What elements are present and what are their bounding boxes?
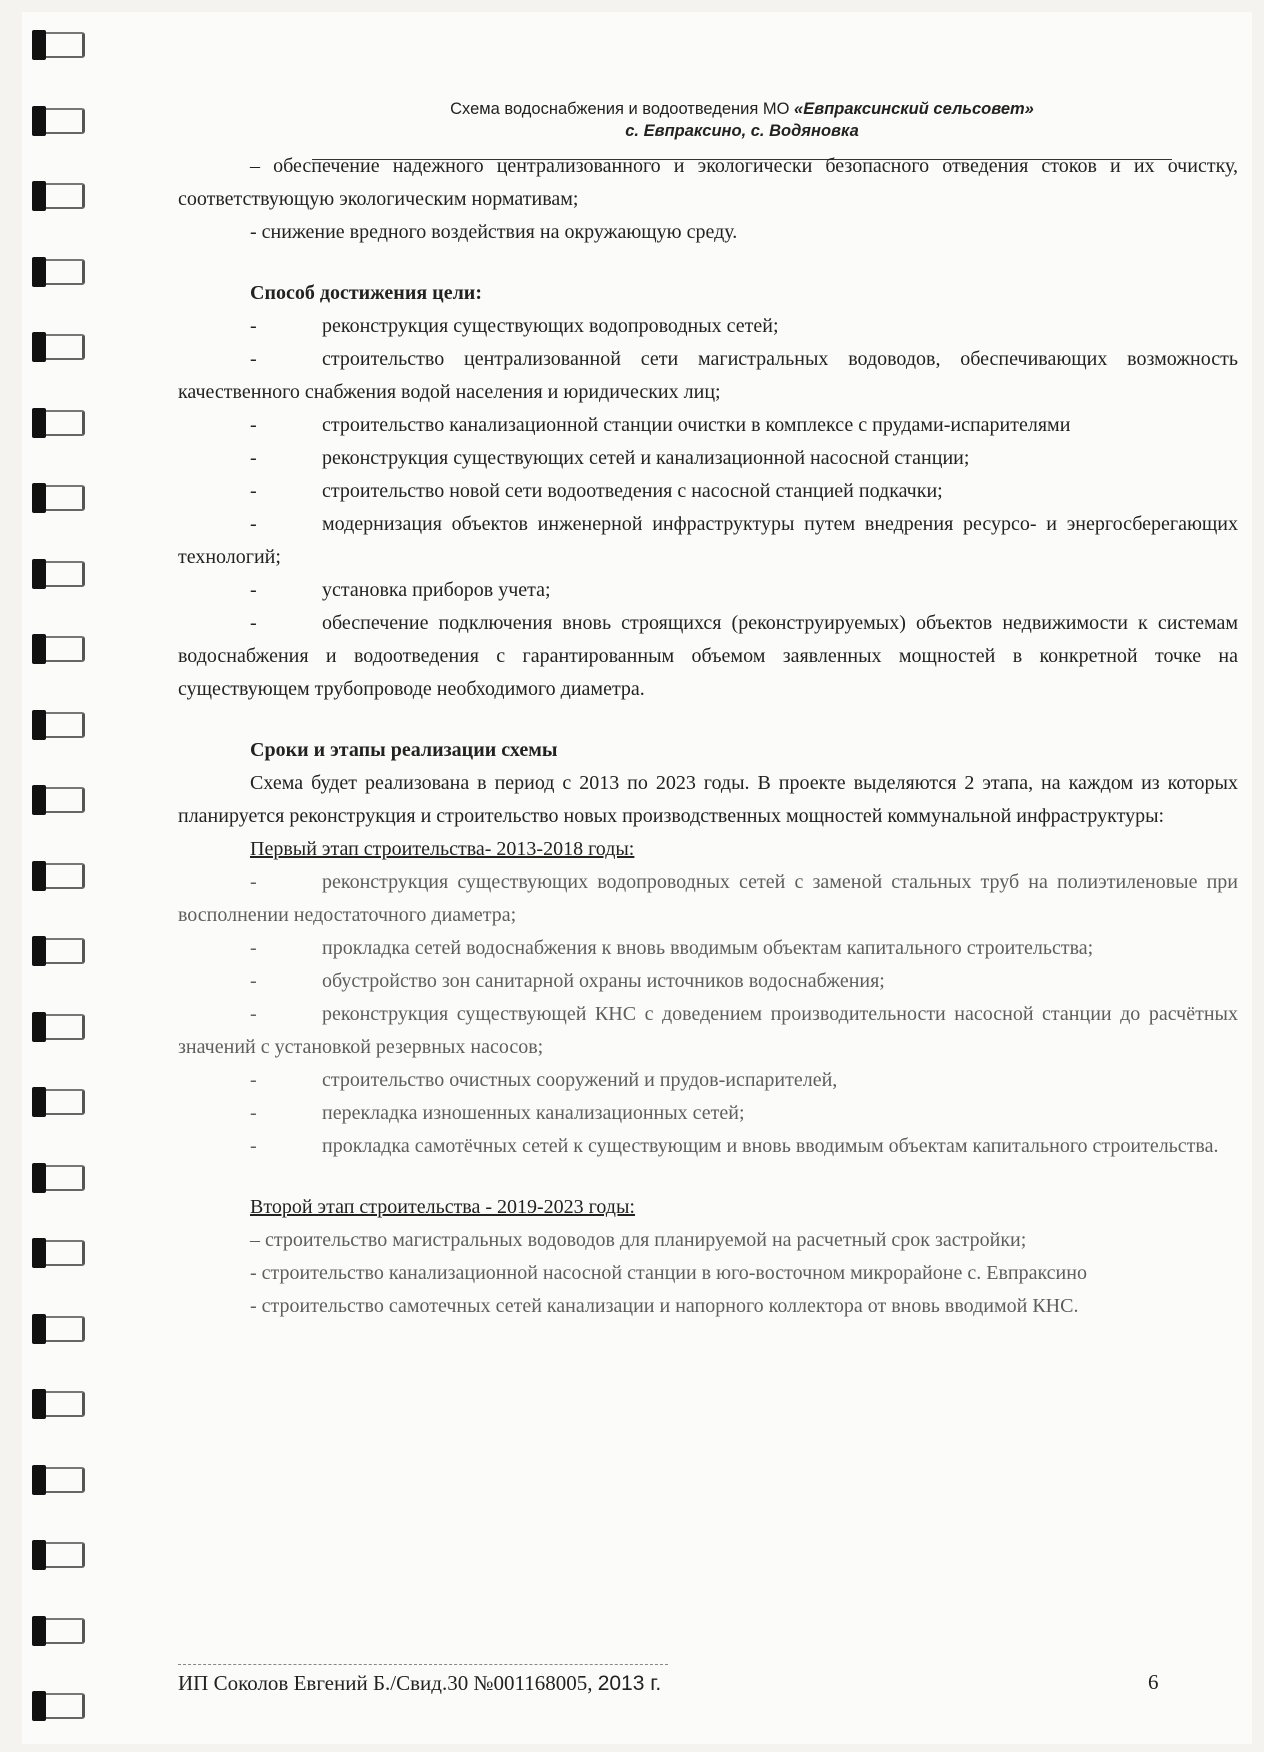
stage1-item-text: обустройство зон санитарной охраны источников водоснабжения; bbox=[322, 970, 885, 992]
main-text bbox=[178, 150, 1238, 1323]
intro-paragraph: – обеспечение надежного централизованного и экологически безопасного отведения стоков и их очистку, соответствующую экологическим нормативам; bbox=[178, 155, 1238, 210]
page-number: 6 bbox=[1148, 1670, 1159, 1694]
binding-ring bbox=[32, 181, 90, 211]
binding-ring bbox=[32, 861, 90, 891]
stage1-item bbox=[178, 1097, 1238, 1130]
binding-ring bbox=[32, 1238, 90, 1268]
binding-ring bbox=[32, 106, 90, 136]
footer-text: ИП Соколов Евгений Б./Свид.30 №001168005, 2013 г. bbox=[178, 1671, 662, 1695]
stage2-list bbox=[178, 1224, 1238, 1323]
stage1-item bbox=[178, 932, 1238, 965]
stage2-title: Второй этап строительства - 2019-2023 годы: bbox=[250, 1196, 635, 1218]
stage1-item bbox=[178, 998, 1238, 1064]
binding-ring bbox=[32, 936, 90, 966]
page-header bbox=[312, 98, 1172, 142]
bullet-dash: - bbox=[250, 414, 257, 436]
bullet-dash: - bbox=[250, 513, 257, 535]
method-list bbox=[178, 310, 1238, 706]
bullet-dash: - bbox=[250, 447, 257, 469]
header-line-2: с. Евпраксино, с. Водяновка bbox=[625, 122, 859, 140]
stage1-item-text: реконструкция существующей КНС с доведением производительности насосной станции до расчётных значений с установкой резервных насосов; bbox=[178, 1003, 1238, 1058]
bullet-dash: - bbox=[250, 348, 257, 370]
stage1-item bbox=[178, 1064, 1238, 1097]
stage1-item bbox=[178, 866, 1238, 932]
binding-ring bbox=[32, 408, 90, 438]
method-item-text: модернизация объектов инженерной инфраструктуры путем внедрения ресурсо- и энергосберегающих технологий; bbox=[178, 513, 1238, 568]
method-item bbox=[178, 574, 1238, 607]
binding-ring bbox=[32, 1163, 90, 1193]
method-item-text: строительство новой сети водоотведения с насосной станцией подкачки; bbox=[322, 480, 943, 502]
binding-ring bbox=[32, 30, 90, 60]
bullet-dash: - bbox=[250, 937, 257, 959]
method-item-text: реконструкция существующих водопроводных сетей; bbox=[322, 315, 779, 337]
stage1-item bbox=[178, 965, 1238, 998]
stage2-item: – строительство магистральных водоводов для планируемой на расчетный срок застройки; bbox=[250, 1229, 1027, 1251]
bullet-dash: - bbox=[250, 1135, 257, 1157]
binding-ring bbox=[32, 1012, 90, 1042]
stage1-item-text: прокладка самотёчных сетей к существующим и вновь вводимым объектам капитального строительства. bbox=[322, 1135, 1219, 1157]
stage2-item: - строительство канализационной насосной станции в юго-восточном микрорайоне с. Евпраксино bbox=[250, 1262, 1087, 1284]
header-line-1: Схема водоснабжения и водоотведения МО «Евпраксинский сельсовет» bbox=[450, 100, 1034, 118]
method-item-text: установка приборов учета; bbox=[322, 579, 551, 601]
bullet-dash: - bbox=[250, 480, 257, 502]
bullet-dash: - bbox=[250, 970, 257, 992]
method-item-text: реконструкция существующих сетей и канализационной насосной станции; bbox=[322, 447, 970, 469]
stage2-item: - строительство самотечных сетей канализации и напорного коллектора от вновь вводимой КНС. bbox=[250, 1295, 1079, 1317]
binding-ring bbox=[32, 710, 90, 740]
method-item bbox=[178, 310, 1238, 343]
stage1-item-text: прокладка сетей водоснабжения к вновь вводимым объектам капитального строительства; bbox=[322, 937, 1094, 959]
method-item-text: строительство канализационной станции очистки в комплексе с прудами-испарителями bbox=[322, 414, 1071, 436]
bullet-dash: - bbox=[250, 612, 257, 634]
binding-ring bbox=[32, 785, 90, 815]
method-item-text: строительство централизованной сети магистральных водоводов, обеспечивающих возможность качественного снабжения водой населения и юридических лиц; bbox=[178, 348, 1238, 403]
stage1-item-text: строительство очистных сооружений и прудов-испарителей, bbox=[322, 1069, 838, 1091]
method-item-text: обеспечение подключения вновь строящихся (реконструируемых) объектов недвижимости к системам водоснабжения и водоотведения с гарантированным объемом заявленных мощностей в конкретной точке на существующем трубопроводе необходимого диаметра. bbox=[178, 612, 1238, 700]
method-heading: Способ достижения цели: bbox=[250, 282, 482, 304]
timeline-heading: Сроки и этапы реализации схемы bbox=[250, 739, 558, 761]
stage1-title: Первый этап строительства- 2013-2018 годы: bbox=[250, 838, 635, 860]
bullet-dash: - bbox=[250, 315, 257, 337]
spiral-binding bbox=[22, 30, 112, 1750]
stage1-item-text: перекладка изношенных канализационных сетей; bbox=[322, 1102, 745, 1124]
binding-ring bbox=[32, 1314, 90, 1344]
stage1-item bbox=[178, 1130, 1238, 1163]
method-item bbox=[178, 508, 1238, 574]
binding-ring bbox=[32, 1389, 90, 1419]
bullet-dash: - bbox=[250, 1069, 257, 1091]
stage1-list bbox=[178, 866, 1238, 1163]
bullet-dash: - bbox=[250, 1102, 257, 1124]
binding-ring bbox=[32, 1616, 90, 1646]
method-item bbox=[178, 475, 1238, 508]
bullet-dash: - bbox=[250, 871, 257, 893]
bullet-dash: - bbox=[250, 1003, 257, 1025]
intro-paragraph: - снижение вредного воздействия на окружающую среду. bbox=[250, 221, 738, 243]
timeline-text: Схема будет реализована в период с 2013 по 2023 годы. В проекте выделяются 2 этапа, на каждом из которых планируется реконструкция и строительство новых производственных мощностей коммунальной инфраструктуры: bbox=[178, 772, 1238, 827]
document-page bbox=[22, 12, 1252, 1744]
stage1-item-text: реконструкция существующих водопроводных сетей с заменой стальных труб на полиэтиленовые при восполнении недостаточного диаметра; bbox=[178, 871, 1238, 926]
binding-ring bbox=[32, 1540, 90, 1570]
binding-ring bbox=[32, 257, 90, 287]
method-item bbox=[178, 409, 1238, 442]
binding-ring bbox=[32, 1465, 90, 1495]
binding-ring bbox=[32, 1087, 90, 1117]
binding-ring bbox=[32, 559, 90, 589]
binding-ring bbox=[32, 634, 90, 664]
binding-ring bbox=[32, 332, 90, 362]
binding-ring bbox=[32, 483, 90, 513]
method-item bbox=[178, 442, 1238, 475]
binding-ring bbox=[32, 1691, 90, 1721]
bullet-dash: - bbox=[250, 579, 257, 601]
method-item bbox=[178, 607, 1238, 706]
method-item bbox=[178, 343, 1238, 409]
footer-rule bbox=[178, 1664, 668, 1665]
